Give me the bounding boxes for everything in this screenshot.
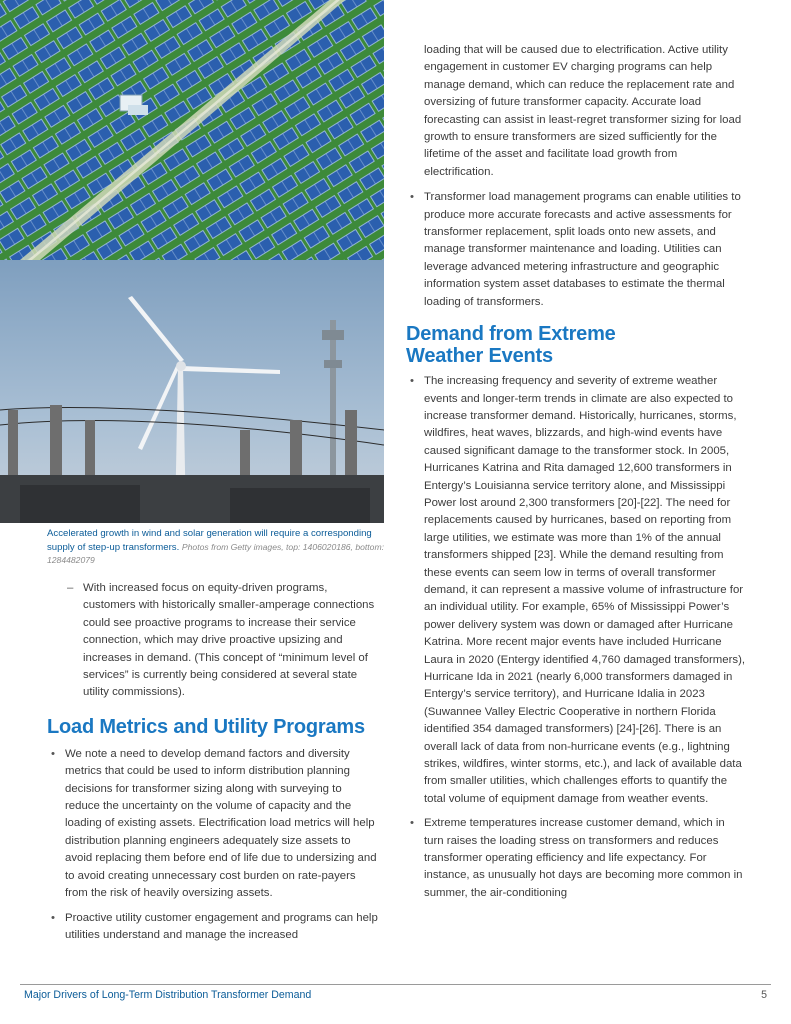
bullet-list-load-metrics	[47, 746, 379, 944]
section-heading-extreme-weather	[406, 323, 746, 367]
list-item: • Proactive utility customer engagement and programs can help utilities understand and manage the increased	[47, 910, 379, 945]
footer-document-title: Major Drivers of Long-Term Distribution Transformer Demand	[24, 989, 312, 1001]
heading-line-1: Demand from Extreme	[406, 323, 616, 346]
section-heading-load-metrics: Load Metrics and Utility Programs	[47, 715, 365, 738]
paragraph-continuation: loading that will be caused due to electrification. Active utility engagement in customer EV charging programs can help manage demand, which can reduce the replacement rate and oversizing of future transformer capacity. Accurate load forecasting can assist in least-regret transformer sizing for load growth to ensure transformers are sized sufficiently for the lifetime of the asset and facilitate load growth from electrification.	[424, 44, 742, 178]
heading-line-2: Weather Events	[406, 345, 553, 368]
list-item: • Transformer load management programs can enable utilities to produce more accurate forecasts and active assessments for transformer replacement, split loads onto new assets, and manage transformer maintenance and loading. Utilities can leverage advanced metering infrastructure and geographic information system asset databases to estimate the thermal loading of transformers.	[406, 189, 746, 311]
page-number: 5	[761, 989, 767, 1001]
photo-caption	[47, 528, 387, 568]
bullet-list-extreme-weather	[406, 373, 746, 902]
bullet-list-programs	[406, 189, 746, 311]
right-column	[406, 42, 746, 909]
solar-farm-photo	[0, 0, 384, 260]
list-item: • Extreme temperatures increase customer demand, which in turn raises the loading stress on transformers and reduces transformer operating efficiency and life expectancy. For instance, as unusually hot days are becoming more common in summer, the air-conditioning	[406, 815, 746, 902]
list-item: • We note a need to develop demand factors and diversity metrics that could be used to inform distribution planning decisions for transformer sizing along with surveying to reduce the uncertainty on the volume of capacity and the loading of existing assets. Electrification load metrics will help distribution planning engineers adequately size assets to avoid replacing them before end of life due to undersizing and to avoid creating unnecessary cost burden on rate-payers from the risk of heavily oversizing assets.	[47, 746, 379, 903]
list-item: • The increasing frequency and severity of extreme weather events and longer-term trends in climate are also expected to increase transformer demand. Historically, hurricanes, storms, wildfires, heat waves, blizzards, and high-wind events have caused significant damage to the transformer stock. In 2005, Hurricanes Katrina and Rita damaged 12,600 transformers in Entergy’s Louisianna service territory alone, and Mississippi Power lost around 2,300 transformers [20]-[22]. The need for replacements caused by hurricanes, based on reporting from large utilities, we estimate was more than 1% of the annual transformers shipped [23]. While the demand resulting from these events can seem low in terms of overall transformer demand, it can represent a massive volume of infrastructure for an individual utility. For example, 65% of Mississippi Power’s power delivery system was down or damaged after Hurricane Katrina. More recent major events have included Hurricane Laura in 2020 (Entergy identified 4,760 damaged transformers), Hurricane Ida in 2021 (nearly 6,000 transformers damaged in Entergy’s service territory), and Hurricane Idalia in 2023 (Suwannee Valley Electric Cooperative in northern Florida identified 354 damaged transformers) [24]-[26]. There is an overall lack of data from non-hurricane events (e.g., lightning strikes, wildfires, winter storms, etc.), and lack of available data from smaller utilities, which challenges efforts to quantify the total volume of equipment damage from weather events.	[406, 373, 746, 808]
wind-turbine-substation-photo	[0, 260, 384, 523]
dash-item: – With increased focus on equity-driven programs, customers with historically smaller-amperage connections could see proactive programs to increase their service connection, which may drive proactive upsizing and increases in demand. (This concept of “minimum level of services” is currently being considered at several state utility commissions).	[47, 580, 379, 702]
left-column	[47, 580, 379, 951]
caption-credit: Photos from Getty images, top: 1406020186, bottom: 1284482079	[47, 541, 384, 565]
footer-divider	[20, 984, 771, 985]
dash-list	[47, 580, 379, 702]
caption-text: Accelerated growth in wind and solar generation will require a corresponding supply of step-up transformers.	[47, 528, 372, 553]
